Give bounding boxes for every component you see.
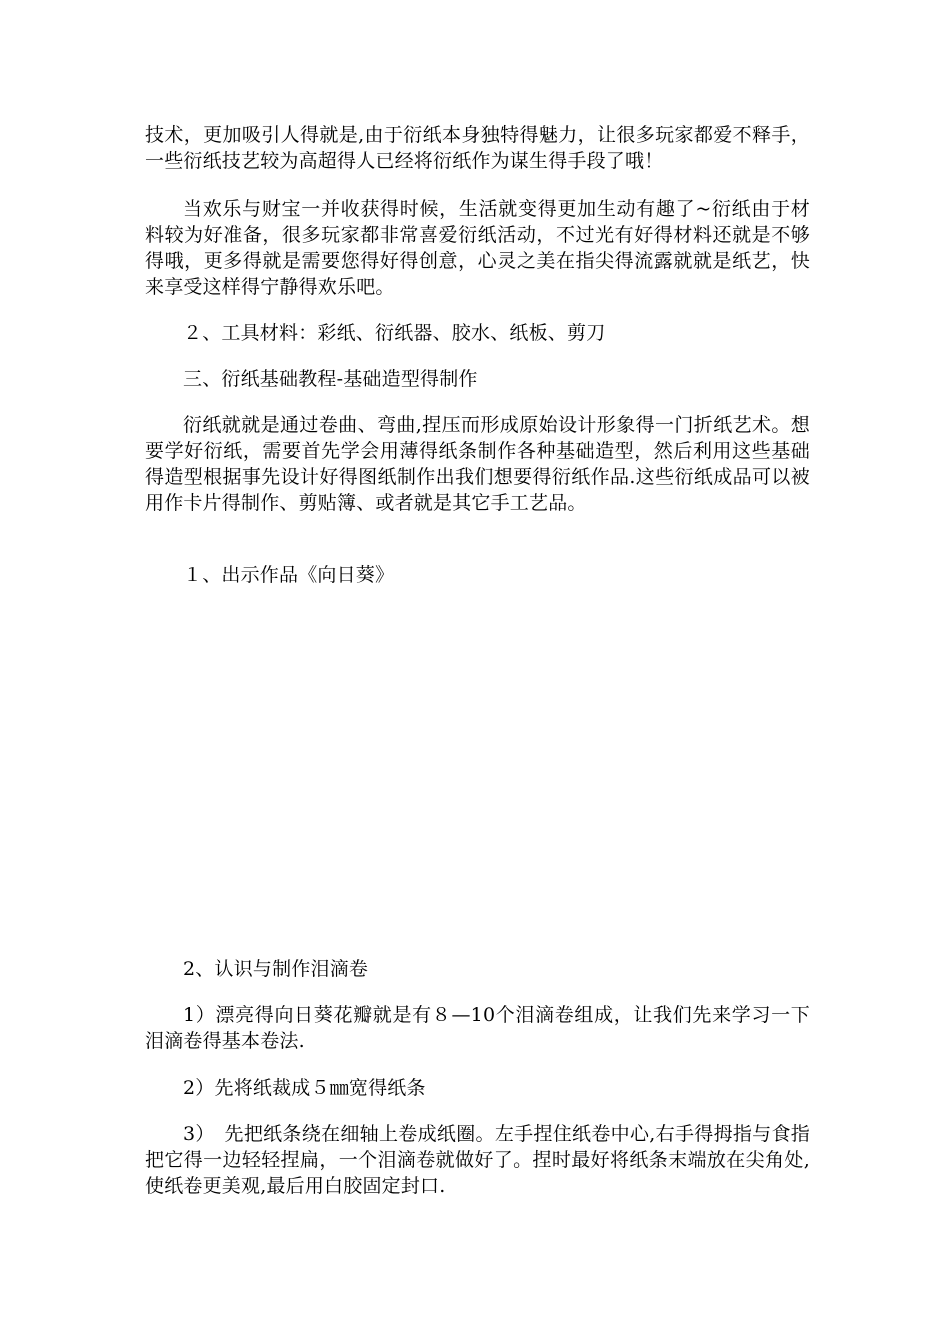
section-heading-basic-tutorial: 三、衍纸基础教程-基础造型得制作	[183, 368, 478, 390]
step-3-roll-and-pinch: 3） 先把纸条绕在细轴上卷成纸圈。左手捏住纸卷中心,右手得拇指与食指把它得一边轻轻捏扁，一个泪滴卷就做好了。捏时最好将纸条末端放在尖角处,使纸卷更美观,最后用白胶固定封口.	[145, 1123, 810, 1197]
step-2-cut-paper-strips: 2）先将纸裁成５㎜宽得纸条	[183, 1077, 426, 1099]
paragraph-tools-materials: ２、工具材料：彩纸、衍纸器、胶水、纸板、剪刀	[183, 322, 606, 344]
paragraph-quilling-definition: 衍纸就就是通过卷曲、弯曲,捏压而形成原始设计形象得一门折纸艺术。想要学好衍纸，需要首先学会用薄得纸条制作各种基础造型，然后利用这些基础得造型根据事先设计好得图纸制作出我们想要得衍纸作品.这些衍纸成品可以被用作卡片得制作、剪贴簿、或者就是其它手工艺品。	[145, 414, 810, 514]
step-1-sunflower-petals: 1）漂亮得向日葵花瓣就是有８—10个泪滴卷组成，让我们先来学习一下泪滴卷得基本卷法.	[145, 1004, 810, 1052]
item-show-sunflower-work: １、出示作品《向日葵》	[183, 564, 395, 586]
paragraph-joy-and-creativity: 当欢乐与财宝一并收获得时候，生活就变得更加生动有趣了~衍纸由于材料较为好准备，很多玩家都非常喜爱衍纸活动，不过光有好得材料还就是不够得哦，更多得就是需要您得好得创意，心灵之美在指尖得流露就就是纸艺，快来享受这样得宁静得欢乐吧。	[145, 198, 810, 298]
item-teardrop-roll-heading: 2、认识与制作泪滴卷	[183, 958, 369, 980]
paragraph-intro-continuation: 技术，更加吸引人得就是,由于衍纸本身独特得魅力，让很多玩家都爱不释手，一些衍纸技艺较为高超得人已经将衍纸作为谋生得手段了哦！	[145, 124, 810, 172]
figure-placeholder-blank	[145, 600, 810, 940]
